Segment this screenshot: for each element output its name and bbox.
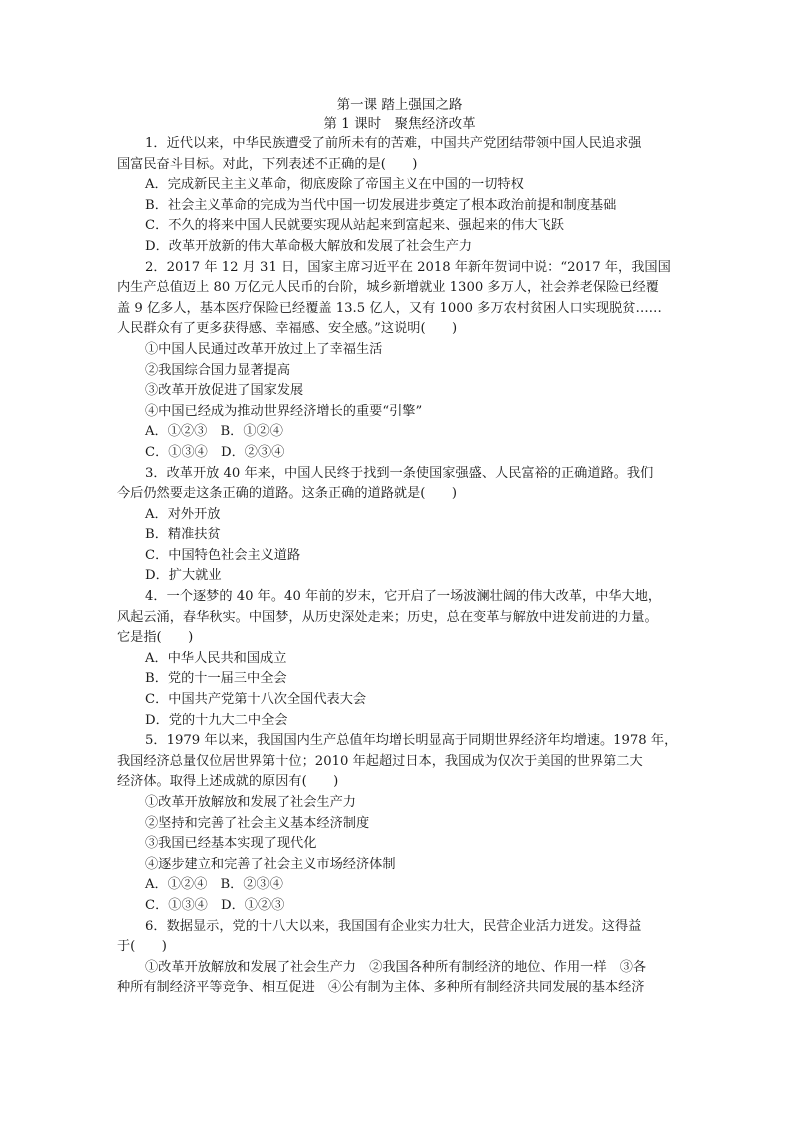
question-stem-line: 内生产总值迈上 80 万亿元人民币的台阶，城乡新增就业 1300 多万人，社会养老保险已经覆 [117, 280, 659, 296]
question-stem-line: 人民群众有了更多获得感、幸福感、安全感。”这说明( ) [117, 321, 458, 337]
option-c: C．不久的将来中国人民就要实现从站起来到富起来、强起来的伟大飞跃 [145, 218, 564, 234]
option-b: B．社会主义革命的完成为当代中国一切发展进步奠定了根本政治前提和制度基础 [145, 197, 617, 213]
statement-item: ②我国综合国力显著提高 [145, 362, 291, 378]
question-stem-line: 6．数据显示，党的十八大以来，我国国有企业实力壮大，民营企业活力迸发。这得益 [145, 918, 642, 934]
statement-item: ④中国已经成为推动世界经济增长的重要“引擎” [145, 403, 423, 419]
question-stem-line: 5．1979 年以来，我国国内生产总值年均增长明显高于同期世界经济年均增速。1978 年， [145, 733, 678, 749]
question-5 [117, 731, 677, 916]
question-stem-line: 它是指( ) [117, 630, 194, 646]
statement-item: ④逐步建立和完善了社会主义市场经济体制 [145, 856, 396, 872]
statement-item: 种所有制经济平等竞争、相互促进 ④公有制为主体、多种所有制经济共同发展的基本经济 [117, 980, 645, 996]
option-b: B．党的十一届三中全会 [145, 671, 287, 687]
statement-item: ①中国人民通过改革开放过上了幸福生活 [145, 341, 383, 357]
question-stem-line: 我国经济总量仅位居世界第十位；2010 年起超过日本，我国成为仅次于美国的世界第二大 [117, 753, 643, 769]
option-b: B．精准扶贫 [145, 527, 221, 543]
question-stem-line: 经济体。取得上述成就的原因有( ) [117, 774, 339, 790]
statement-item: ③我国已经基本实现了现代化 [145, 836, 317, 852]
option-c: C．中国特色社会主义道路 [145, 547, 301, 563]
question-stem-line: 1．近代以来，中华民族遭受了前所未有的苦难，中国共产党团结带领中国人民追求强 [145, 136, 642, 151]
question-stem-line: 3．改革开放 40 年来，中国人民终于找到一条使国家强盛、人民富裕的正确道路。我们 [145, 465, 654, 481]
option-row: C．①③④ D．②③④ [145, 444, 285, 460]
lesson-title: 第一课 踏上强国之路 [336, 97, 463, 113]
option-a: A．对外开放 [145, 506, 221, 522]
question-stem-line: 国富民奋斗目标。对此，下列表述不正确的是( ) [117, 156, 418, 172]
option-d: D．改革开放新的伟大革命极大解放和发展了社会生产力 [145, 238, 473, 254]
option-c: C．中国共产党第十八次全国代表大会 [145, 692, 367, 708]
question-stem-line: 盖 9 亿多人，基本医疗保险已经覆盖 13.5 亿人，又有 1000 多万农村贫困人口实现脱贫…… [117, 300, 662, 316]
statement-item: ①改革开放解放和发展了社会生产力 [145, 795, 356, 810]
statement-item: ①改革开放解放和发展了社会生产力 ②我国各种所有制经济的地位、作用一样 ③各 [145, 959, 647, 975]
question-2 [117, 258, 677, 464]
question-stem-line: 4．一个逐梦的 40 年。40 年前的岁末，它开启了一场波澜壮阔的伟大改革，中华大地， [145, 589, 662, 605]
option-row: A．①②③ B．①②④ [145, 424, 283, 440]
option-row: A．①②④ B．②③④ [145, 877, 283, 893]
option-d: D．党的十九大二中全会 [145, 712, 288, 728]
option-d: D．扩大就业 [145, 568, 222, 584]
option-a: A．完成新民主主义革命，彻底废除了帝国主义在中国的一切特权 [145, 177, 524, 193]
question-6 [117, 917, 677, 999]
question-stem-line: 今后仍然要走这条正确的道路。这条正确的道路就是( ) [117, 486, 457, 502]
option-row: C．①③④ D．①②③ [145, 897, 285, 913]
question-stem-line: 2．2017 年 12 月 31 日，国家主席习近平在 2018 年新年贺词中说：“2017 年，我国国 [145, 259, 671, 275]
question-1 [117, 134, 677, 258]
option-a: A．中华人民共和国成立 [145, 650, 287, 666]
question-3 [117, 464, 677, 588]
statement-item: ③改革开放促进了国家发展 [145, 383, 304, 399]
question-stem-line: 于( ) [117, 939, 167, 955]
lesson-subtitle: 第 1 课时 聚焦经济改革 [323, 116, 476, 132]
document-page [117, 96, 677, 999]
question-4 [117, 587, 677, 731]
statement-item: ②坚持和完善了社会主义基本经济制度 [145, 815, 370, 831]
question-stem-line: 风起云涌，春华秋实。中国梦，从历史深处走来；历史，总在变革与解放中进发前进的力量。 [117, 609, 658, 625]
